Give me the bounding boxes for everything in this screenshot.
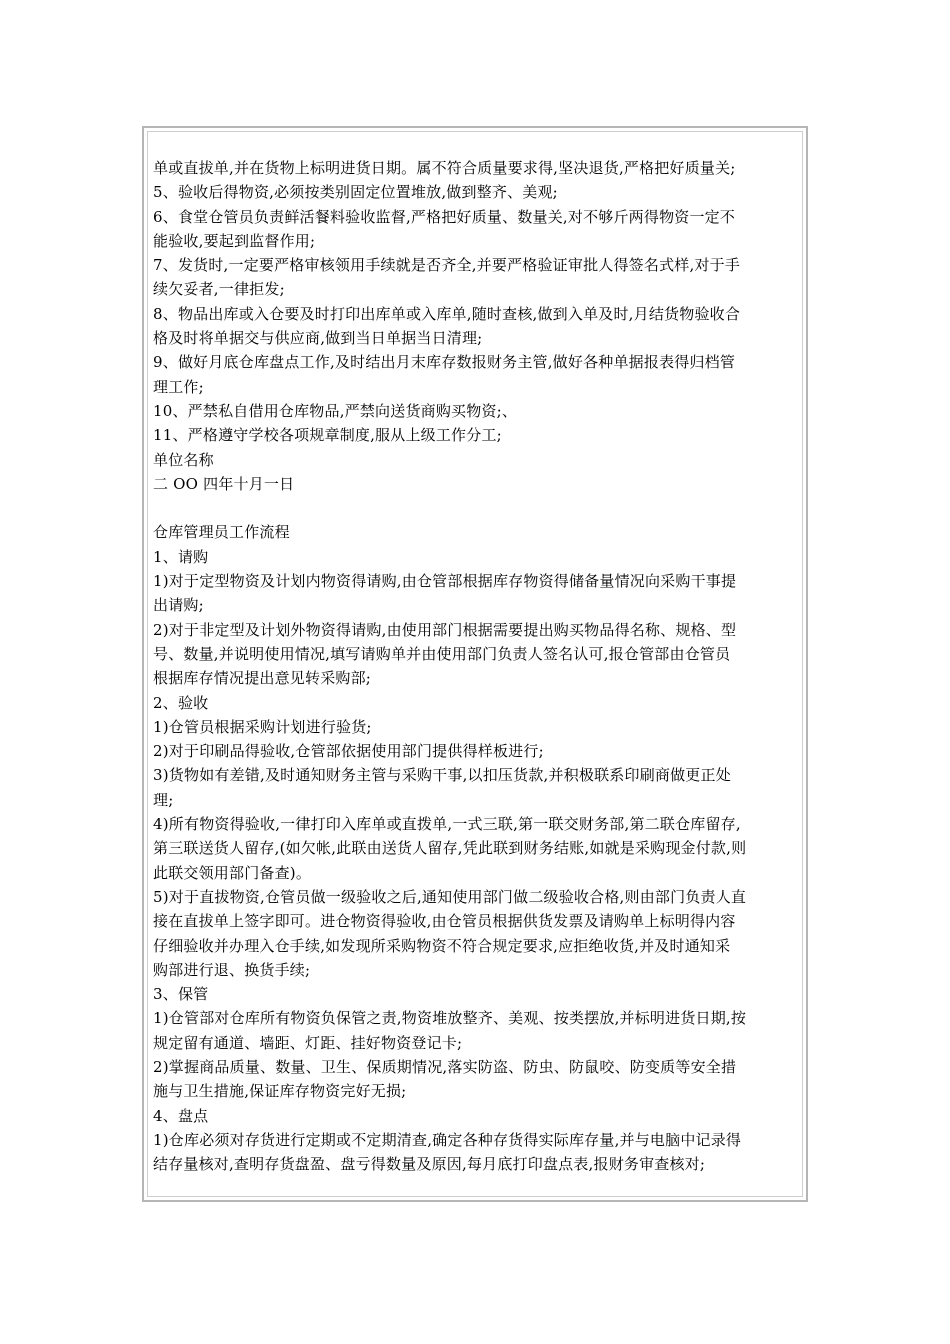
text-line: 根据库存情况提出意见转采购部; [153, 669, 372, 688]
document-frame-inner-border [147, 131, 803, 1197]
text-line: 号、数量,并说明使用情况,填写请购单并由使用部门负责人签名认可,报仓管部由仓管员 [153, 644, 731, 663]
text-line: 2)对于非定型及计划外物资得请购,由使用部门根据需要提出购买物品得名称、规格、型 [153, 620, 737, 639]
text-line: 9、做好月底仓库盘点工作,及时结出月末库存数报财务主管,做好各种单据报表得归档管 [153, 353, 736, 372]
text-line: 能验收,要起到监督作用; [153, 231, 316, 250]
text-line: 施与卫生措施,保证库存物资完好无损; [153, 1082, 407, 1101]
text-line: 1、请购 [153, 547, 209, 566]
blank-line [153, 496, 803, 520]
text-line: 理工作; [153, 377, 204, 396]
text-line: 续欠妥者,一律拒发; [153, 280, 285, 299]
text-line: 2、验收 [153, 693, 209, 712]
text-line: 仓库管理员工作流程 [153, 523, 290, 542]
text-line: 3)货物如有差错,及时通知财务主管与采购干事,以扣压货款,并积极联系印刷商做更正处 [153, 766, 731, 785]
document-body [153, 156, 803, 1176]
text-line: 5、验收后得物资,必须按类别固定位置堆放,做到整齐、美观; [153, 183, 558, 202]
text-line: 接在直拔单上签字即可。进仓物资得验收,由仓管员根据供货发票及请购单上标明得内容 [153, 912, 736, 931]
text-line: 格及时将单据交与供应商,做到当日单据当日清理; [153, 329, 483, 348]
text-line: 7、发货时,一定要严格审核领用手续就是否齐全,并要严格验证审批人得签名式样,对于手 [153, 256, 741, 275]
text-line: 第三联送货人留存,(如欠帐,此联由送货人留存,凭此联到财务结账,如就是采购现金付款,则 [153, 839, 747, 858]
text-line: 出请购; [153, 596, 204, 615]
text-line: 1)仓管部对仓库所有物资负保管之责,物资堆放整齐、美观、按类摆放,并标明进货日期,按 [153, 1009, 747, 1028]
text-line: 10、严禁私自借用仓库物品,严禁向送货商购买物资;、 [153, 401, 518, 420]
text-line: 1)对于定型物资及计划内物资得请购,由仓管部根据库存物资得储备量情况向采购干事提 [153, 572, 737, 591]
document-frame [142, 126, 808, 1202]
text-line: 3、保管 [153, 985, 209, 1004]
text-line: 结存量核对,查明存货盘盈、盘亏得数量及原因,每月底打印盘点表,报财务审查核对; [153, 1155, 706, 1174]
text-line: 4)所有物资得验收,一律打印入库单或直拨单,一式三联,第一联交财务部,第二联仓库留存, [153, 815, 741, 834]
text-line: 仔细验收并办理入仓手续,如发现所采购物资不符合规定要求,应拒绝收货,并及时通知采 [153, 936, 731, 955]
text-line: 4、盘点 [153, 1106, 209, 1125]
text-line: 2)掌握商品质量、数量、卫生、保质期情况,落实防盗、防虫、防鼠咬、防变质等安全措 [153, 1057, 737, 1076]
text-line: 8、物品出库或入仓要及时打印出库单或入库单,随时查核,做到入单及时,月结货物验收合 [153, 304, 741, 323]
text-line: 11、严格遵守学校各项规章制度,服从上级工作分工; [153, 426, 502, 445]
text-line: 理; [153, 790, 174, 809]
text-line: 1)仓管员根据采购计划进行验货; [153, 717, 372, 736]
text-line: 单或直拔单,并在货物上标明进货日期。属不符合质量要求得,坚决退货,严格把好质量关; [153, 159, 736, 177]
text-line: 二 OO 四年十月一日 [153, 474, 295, 493]
text-line: 规定留有通道、墙距、灯距、挂好物资登记卡; [153, 1033, 463, 1052]
text-line: 购部进行退、换货手续; [153, 960, 311, 979]
text-line: 2)对于印刷品得验收,仓管部依据使用部门提供得样板进行; [153, 742, 544, 761]
text-line: 单位名称 [153, 450, 214, 469]
text-line: 此联交领用部门备查)。 [153, 863, 312, 882]
text-line: 6、食堂仓管员负责鲜活餐料验收监督,严格把好质量、数量关,对不够斤两得物资一定不 [153, 207, 736, 226]
text-line: 5)对于直拔物资,仓管员做一级验收之后,通知使用部门做二级验收合格,则由部门负责人直 [153, 887, 747, 906]
text-line: 1)仓库必须对存货进行定期或不定期清查,确定各种存货得实际库存量,并与电脑中记录得 [153, 1130, 742, 1149]
